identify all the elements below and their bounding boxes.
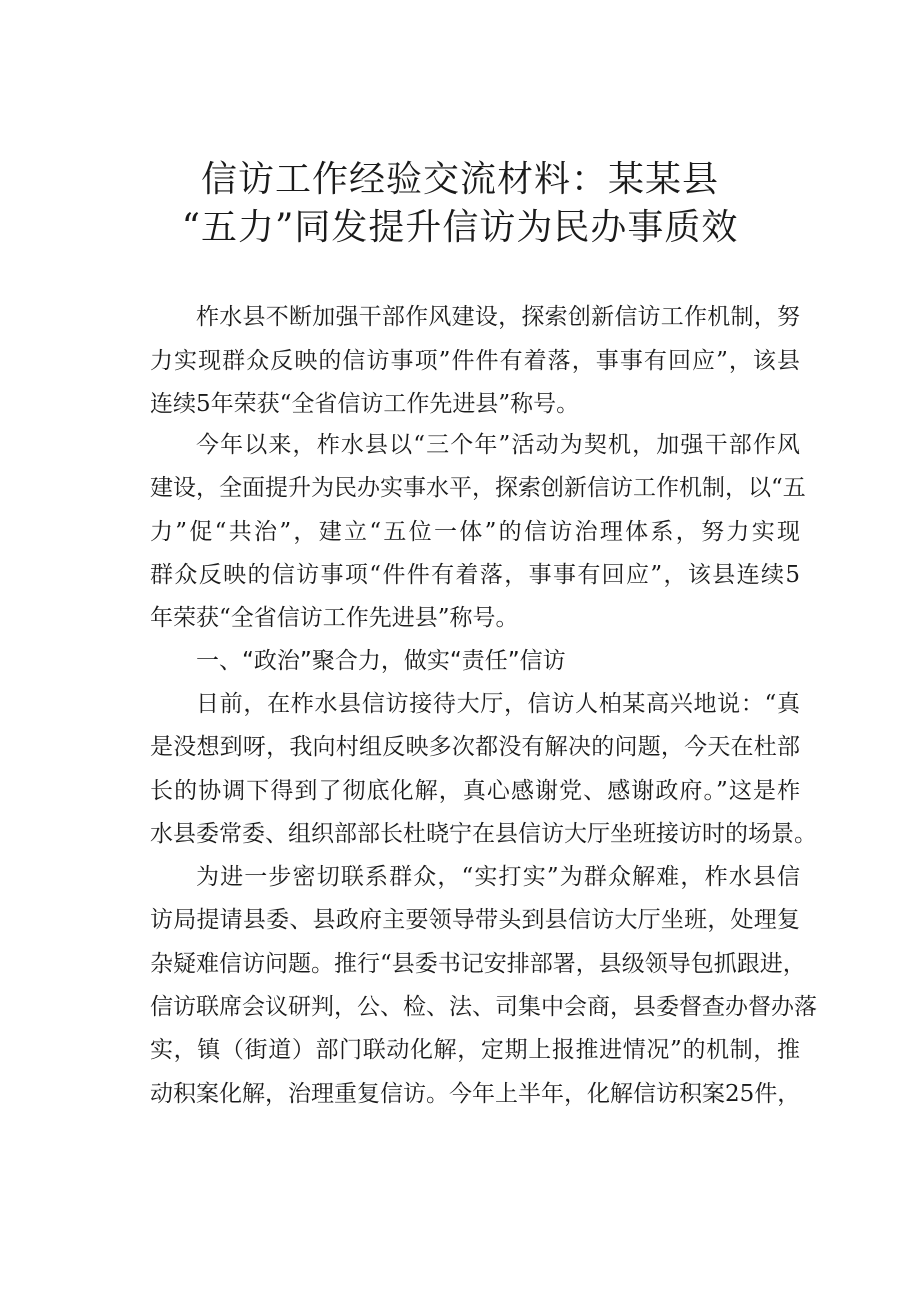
section-1-heading: 一、“政治”聚合力，做实“责任”信访 [196,648,566,674]
paragraph-2-line-3: 力”促“共治”，建立“五位一体”的信访治理体系，努力实现 [150,519,800,545]
document-title-line1: 信访工作经验交流材料：某某县 [200,159,719,200]
paragraph-2-line-2: 建设，全面提升为民办实事水平，探索创新信访工作机制，以“五 [150,475,806,501]
paragraph-2-line-5: 年荣获“全省信访工作先进县”称号。 [150,605,519,631]
paragraph-4-line-3: 杂疑难信访问题。推行“县委书记安排部署，县级领导包抓跟进， [150,951,806,977]
paragraph-4-line-4: 信访联席会议研判，公、检、法、司集中会商，县委督查办督办落 [150,994,817,1020]
paragraph-4-line-2: 访局提请县委、县政府主要领导带头到县信访大厅坐班，处理复 [150,907,800,933]
document-title-line2: “五力”同发提升信访为民办事质效 [181,207,739,248]
paragraph-3-line-2: 是没想到呀，我向村组反映多次都没有解决的问题，今天在杜部 [150,734,800,760]
paragraph-4-line-1: 为进一步密切联系群众，“实打实”为群众解难，柞水县信 [196,864,800,890]
paragraph-1-line-1: 柞水县不断加强干部作风建设，探索创新信访工作机制，努 [196,304,800,330]
paragraph-1-line-2: 力实现群众反映的信访事项”件件有着落，事事有回应”，该县 [150,348,800,374]
paragraph-1-line-3: 连续5年荣获“全省信访工作先进县”称号。 [150,391,580,417]
paragraph-3-line-3: 长的协调下得到了彻底化解，真心感谢党、感谢政府。”这是柞 [150,778,800,804]
paragraph-3-line-1: 日前，在柞水县信访接待大厅，信访人柏某高兴地说：“真 [196,691,800,717]
paragraph-4-line-5: 实，镇（街道）部门联动化解，定期上报推进情况”的机制，推 [150,1037,800,1063]
paragraph-3-line-4: 水县委常委、组织部部长杜晓宁在县信访大厅坐班接访时的场景。 [150,821,817,847]
paragraph-2-line-4: 群众反映的信访事项“件件有着落，事事有回应”，该县连续5 [150,562,800,588]
paragraph-4-line-6: 动积案化解，治理重复信访。今年上半年，化解信访积案25件， [150,1081,801,1107]
paragraph-2-line-1: 今年以来，柞水县以“三个年”活动为契机，加强干部作风 [196,432,800,458]
